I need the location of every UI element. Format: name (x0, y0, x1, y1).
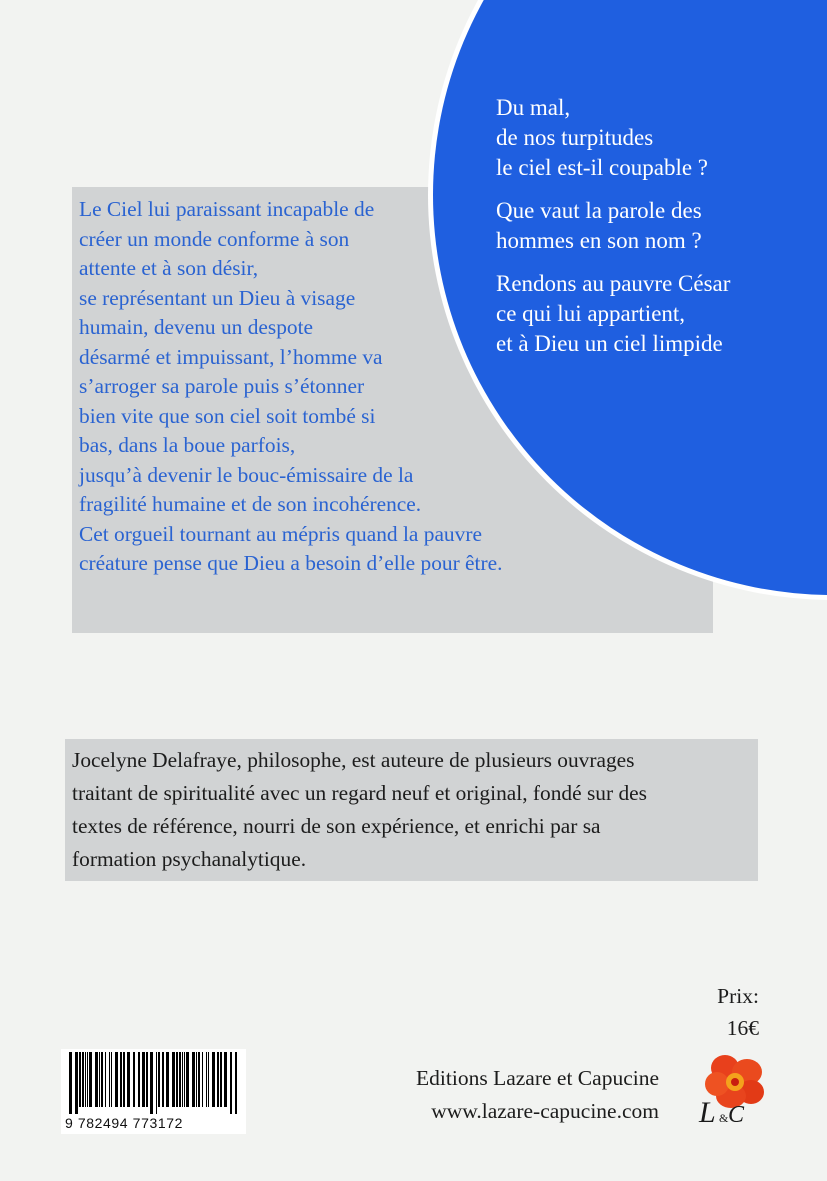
barcode-bar (158, 1052, 160, 1107)
price (717, 980, 759, 1044)
synopsis-line: bien vite que son ciel soit tombé si (79, 403, 376, 428)
barcode-bar (150, 1052, 153, 1114)
barcode-bar (162, 1052, 164, 1107)
barcode-bar (196, 1052, 197, 1107)
question-line: et à Dieu un ciel limpide (496, 331, 723, 356)
barcode-bar (82, 1052, 84, 1107)
author-line: traitant de spiritualité avec un regard neuf et original, fondé sur des (72, 781, 647, 805)
synopsis-line: créer un monde conforme à son (79, 226, 350, 251)
barcode-bar (79, 1052, 81, 1107)
question-line: ce qui lui appartient, (496, 301, 686, 326)
barcode-bar (179, 1052, 181, 1107)
barcode-bars (61, 1049, 246, 1119)
question-block (496, 269, 816, 359)
barcode-bar (156, 1052, 157, 1114)
author-line: textes de référence, nourri de son expérience, et enrichi par sa (72, 814, 601, 838)
synopsis-line: attente et à son désir, (79, 256, 259, 280)
question-block (496, 93, 816, 183)
barcode-bar (224, 1052, 227, 1107)
synopsis-line: se représentant un Dieu à visage (79, 285, 356, 310)
synopsis-line: fragilité humaine et de son incohérence. (79, 492, 422, 516)
barcode (61, 1049, 246, 1134)
author-line: formation psychanalytique. (72, 847, 307, 871)
barcode-bar (184, 1052, 185, 1107)
barcode-bar (192, 1052, 195, 1107)
barcode-bar (235, 1052, 237, 1114)
questions-text (496, 93, 816, 372)
synopsis-line: Cet orgueil tournant au mépris quand la pauvre (79, 521, 482, 546)
barcode-bar (89, 1052, 92, 1107)
author-bio (72, 744, 762, 876)
question-line: hommes en son nom ? (496, 228, 702, 253)
barcode-bar (206, 1052, 207, 1107)
question-line: de nos turpitudes (496, 125, 654, 150)
synopsis-line: humain, devenu un despote (79, 315, 314, 339)
barcode-bar (176, 1052, 178, 1107)
synopsis-line: jusqu’à devenir le bouc-émissaire de la (79, 462, 414, 487)
logo-letter-c: C (728, 1102, 745, 1125)
price-label: Prix: (717, 984, 759, 1008)
barcode-bar (105, 1052, 106, 1107)
barcode-bar (186, 1052, 189, 1107)
barcode-bar (220, 1052, 222, 1107)
barcode-bar (69, 1052, 72, 1114)
author-line: Jocelyne Delafraye, philosophe, est auteure de plusieurs ouvrages (72, 748, 635, 772)
barcode-bar (87, 1052, 88, 1107)
barcode-bar (123, 1052, 125, 1107)
synopsis-line: bas, dans la boue parfois, (79, 433, 296, 457)
synopsis-line: désarmé et impuissant, l’homme va (79, 344, 383, 369)
barcode-bar (142, 1052, 145, 1107)
barcode-bar (138, 1052, 140, 1107)
barcode-bar (212, 1052, 215, 1107)
barcode-bar (202, 1052, 203, 1107)
barcode-bar (127, 1052, 130, 1107)
barcode-bar (101, 1052, 103, 1107)
barcode-bar (166, 1052, 169, 1107)
synopsis-line: s’arroger sa parole puis s’étonner (79, 374, 365, 398)
question-block (496, 196, 816, 256)
question-line: Rendons au pauvre César (496, 271, 731, 296)
barcode-bar (230, 1052, 232, 1114)
logo-ampersand: & (719, 1111, 729, 1125)
publisher-url[interactable]: www.lazare-capucine.com (431, 1099, 659, 1123)
barcode-bar (172, 1052, 175, 1107)
publisher-name: Editions Lazare et Capucine (416, 1066, 659, 1090)
nasturtium-flower-icon (695, 1050, 775, 1125)
barcode-bar (208, 1052, 209, 1107)
barcode-bar (111, 1052, 112, 1107)
question-line: le ciel est-il coupable ? (496, 155, 709, 180)
logo-letter-l: L (699, 1096, 716, 1125)
barcode-digits: 9 782494 773172 (65, 1115, 183, 1131)
barcode-bar (75, 1052, 78, 1114)
price-value: 16€ (726, 1016, 759, 1040)
barcode-bar (109, 1052, 110, 1107)
publisher (416, 1062, 659, 1128)
synopsis-line: Le Ciel lui paraissant incapable de (79, 197, 375, 221)
question-line: Du mal, (496, 95, 571, 120)
barcode-bar (182, 1052, 183, 1107)
barcode-bar (85, 1052, 86, 1107)
barcode-bar (99, 1052, 100, 1107)
barcode-bar (146, 1052, 148, 1107)
barcode-bar (198, 1052, 200, 1107)
barcode-bar (120, 1052, 122, 1107)
question-line: Que vaut la parole des (496, 198, 702, 223)
synopsis-line: créature pense que Dieu a besoin d’elle pour être. (79, 551, 503, 575)
barcode-bar (217, 1052, 219, 1107)
barcode-bar (115, 1052, 118, 1107)
barcode-bar (95, 1052, 98, 1107)
barcode-bar (133, 1052, 135, 1107)
